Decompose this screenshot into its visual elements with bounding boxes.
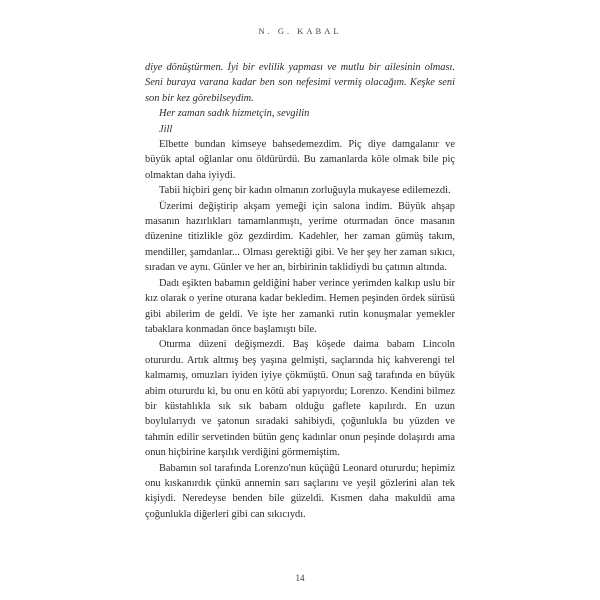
paragraph: Dadı eşikten babamın geldiğini haber verince yerimden kalkıp uslu bir kız olarak o yerine oturana kadar bekledim. Hemen peşinden ördek sürüsü gibi abilerim de geldi. Ve işte her zamanki rutin konuşmalar yemekler tabaklara konmadan önce başlamıştı bile. — [145, 277, 455, 335]
paragraph: Üzerimi değiştirip akşam yemeği için salona indim. Büyük ahşap masanın hazırlıkları tamamlanmıştı, yerime oturmadan önce masanın düzenine titizlikle göz gezdirdim. Kadehler, her zaman gümüş takım, mendiller, şamdanlar... Olması gerektiği gibi. Ve her şey her zaman sıkıcı, sıradan ve aynı. Günler ve her an, birbirinin taklidiydi bu çatının altında. — [145, 200, 455, 274]
running-head: N. G. KABAL — [258, 26, 342, 36]
body-text — [145, 60, 455, 522]
paragraph: Tabii hiçbiri genç bir kadın olmanın zorluğuyla mukayese edilemezdi. — [159, 185, 451, 197]
paragraph: Oturma düzeni değişmezdi. Baş köşede daima babam Lincoln otururdu. Artık altmış beş yaşına gelmişti, saçlarında hiç kahverengi tel kalmamış, omuzları iyiden iyiye çökmüştü. Onun sağ tarafında en büyük abim otururdu ki, bu onu en kötü abi yapıyordu; Lorenzo. Kendini bilmez bir küstahlıkla sık sık babam olduğu gaflete kapılırdı. En uzun boylularıydı ve şatonun sıradaki sahibiydi, çoğunlukla bu yüzden ve tahmin edilir servetinden bütün genç kadınlar onun peşinde dolaşırdı ama onun hiçbirine karşılık verdiğini görmemiştim. — [145, 339, 455, 459]
page-number: 14 — [295, 573, 305, 583]
letter-paragraph: diye dönüştürmen. İyi bir evlilik yapması ve mutlu bir ailesinin olması. Seni buraya varana kadar ben son nefesimi vermiş olacağım. Keşke seni son bir kez görebilseydim. — [145, 62, 455, 104]
paragraph: Elbette bundan kimseye bahsedemezdim. Piç diye damgalanır ve büyük aptal oğlanlar onu öldürürdü. Bu zamanlarda köle olmak bile piç olmaktan daha iyiydi. — [145, 139, 455, 181]
letter-excerpt — [145, 60, 455, 137]
letter-closing: Her zaman sadık hizmetçin, sevgilin — [159, 108, 310, 120]
letter-signature: Jill — [159, 123, 173, 135]
paragraph: Babamın sol tarafında Lorenzo'nun küçüğü Leonard otururdu; hepimiz onu kıskanırdık çünkü annemin sarı saçlarını ve yeşil gözlerini alan tek kişiydi. Neredeyse benden bile güzeldi. Kısmen daha makuldü ama çoğunlukla diğerleri gibi can sıkıcıydı. — [145, 462, 455, 520]
